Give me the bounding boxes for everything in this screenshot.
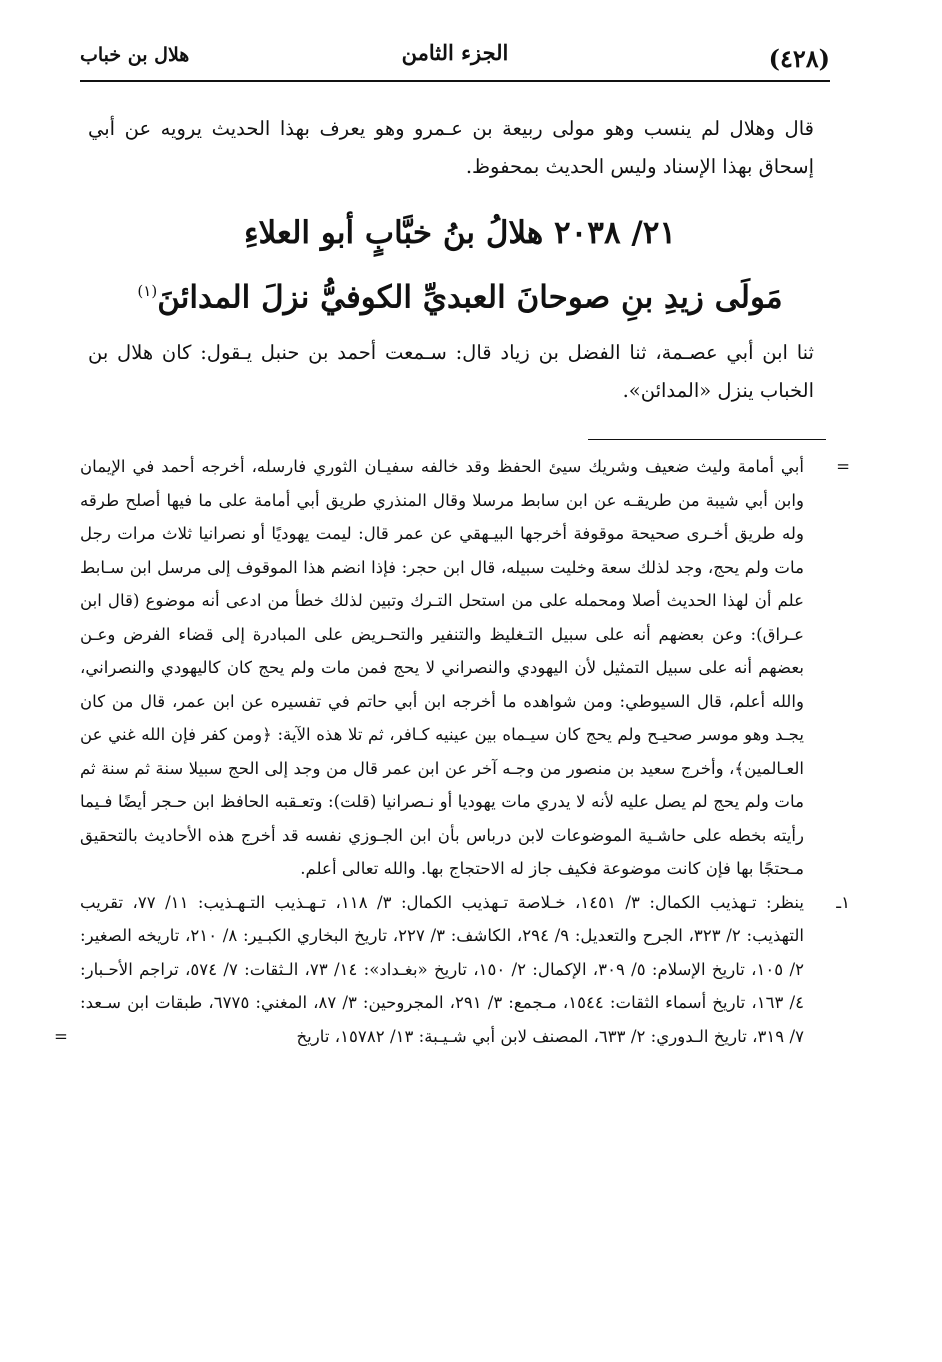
continues-mark: = <box>54 1026 68 1046</box>
header-rule <box>80 80 830 82</box>
continuation-text: أبي أمامة وليث ضعيف وشريك سيئ الحفظ وقد خالفه سفيـان الثوري فارسله، أخرجه أحمد في الإيمان وابن أبي شيبة من طريقـه عن ابن سابط مرسلا وقال المنذري طريق أبي أمامة على ما فيها أصلح طرقه وله طريق أخـرى صحيحة موقوفة أخرجها البيـهقي عن عمر قال: ليمت يهوديًا أو نصرانيا ثلاث مرات رجل مات ولم يحج، وجد لذلك سعة وخليت سبيله، قال ابن حجر: فإذا انضم هذا الموقوف إلى مرسل ابن سـابط علم أن لهذا الحديث أصلا ومحمله على من استحل التـرك وتبين لذلك خطأ من ادعى أنه موضوع (قال ابن عـراق): وعن بعضهم أنه على سبيل التـغليظ والتنفير والتحـريض على المبادرة إلى قضاء الفرض وعـن بعضهم أنه على سبيل التمثيل لأن اليهودي والنصراني لا يحج فمن مات ولم يحج كان كاليهودي والنصراني، والله أعلم، قال السيوطي: ومن شواهده ما أخرجه ابن أبي حاتم في تفسيره عن ابن عمر، قال من كان يجـد وهو موسر صحيـح ولم يحج كان سيـماه بين عينيه كـافر، ثم تلا هذه الآية: ﴿ومن كفر فإن الله غني عن العـالمين﴾، وأخرج سعيد بن منصور من وجـه آخر عن ابن عمر قال من وجد إلى الحج سبيلا سنة ثم سنة ثم مات ولم يحج لم يصل عليه لأنه لا يدري مات يهوديا أو نـصرانيا (قلت): وتعـقبه الحافظ ابن حـجر أيضًا فـيما رأيته بخطه على حاشـية الموضوعات لابن درباس بأن ابن الجـوزي نفسه قد أخرج هذه الأحاديث بالتحقيق مـحتجًا بها فإن كانت موضوعة فكيف جاز له الاحتجاج بها. والله تعالى أعلم. <box>80 457 804 878</box>
footnote-1-number: ١ـ <box>836 892 850 912</box>
running-header <box>80 36 830 76</box>
footnote-ref: (١) <box>137 282 158 300</box>
footnote-rule <box>588 439 826 440</box>
intro-paragraph: قال وهلال لم ينسب وهو مولى ربيعة بن عـمرو وهو يعرف بهذا الحديث يرويه عن أبي إسحاق بهذا الإسناد وليس الحديث بمحفوظ. <box>88 117 814 178</box>
footnote-continuation <box>80 450 850 886</box>
entry-title-line1: ٢١/ ٢٠٣٨ هلالُ بنُ خبَّابٍ أبو العلاءِ <box>243 215 677 251</box>
page-number: (٤٢٨) <box>768 44 830 73</box>
continuation-mark: = <box>836 457 850 476</box>
footnote-1 <box>54 886 850 1054</box>
entry-title-line2-text: مَولَى زيدِ بنِ صوحانَ العبديِّ الكوفيُّ نزلَ المدائنَ <box>157 279 783 316</box>
running-entry-name: هلال بن خباب <box>80 44 190 66</box>
narration-paragraph: ثنا ابن أبي عصـمة، ثنا الفضل بن زياد قال: سـمعت أحمد بن حنبل يـقول: كان هلال بن الخباب ينزل «المدائن». <box>88 341 814 402</box>
footnotes <box>54 450 850 1053</box>
entry-title-line2 <box>120 268 800 320</box>
footnote-1-text: ينظر: تـهذيب الكمال: ٣/ ١٤٥١، خـلاصة تـهذيب الكمال: ٣/ ١١٨، تـهـذيب التـهـذيب: ١١/ ٧٧، تقريب التهذيب: ٢/ ٣٢٣، الجرح والتعديل: ٩/ ٢٩٤، الكاشف: ٣/ ٢٢٧، تاريخ البخاري الكبـير: ٨/ ٢١٠، تاريخه الصغير: ٢/ ١٠٥، تاريخ الإسلام: ٥/ ٣٠٩، الإكمال: ٢/ ١٥٠، تاريخ «بغـداد»: ١٤/ ٧٣، الـثقات: ٧/ ٥٧٤، تراجم الأحـبار: ٤/ ١٦٣، تاريخ أسماء الثقات: ١٥٤٤، مـجمع: ٣/ ٢٩١، المجروحين: ٣/ ٨٧، المغني: ٦٧٧٥، طبقات ابن سـعد: ٧/ ٣١٩، تاريخ الـدوري: ٢/ ٦٣٣، المصنف لابن أبي شـيـبة: ١٣/ ١٥٧٨٢، تاريخ <box>80 892 805 1046</box>
volume-title: الجزء الثامن <box>401 40 509 65</box>
